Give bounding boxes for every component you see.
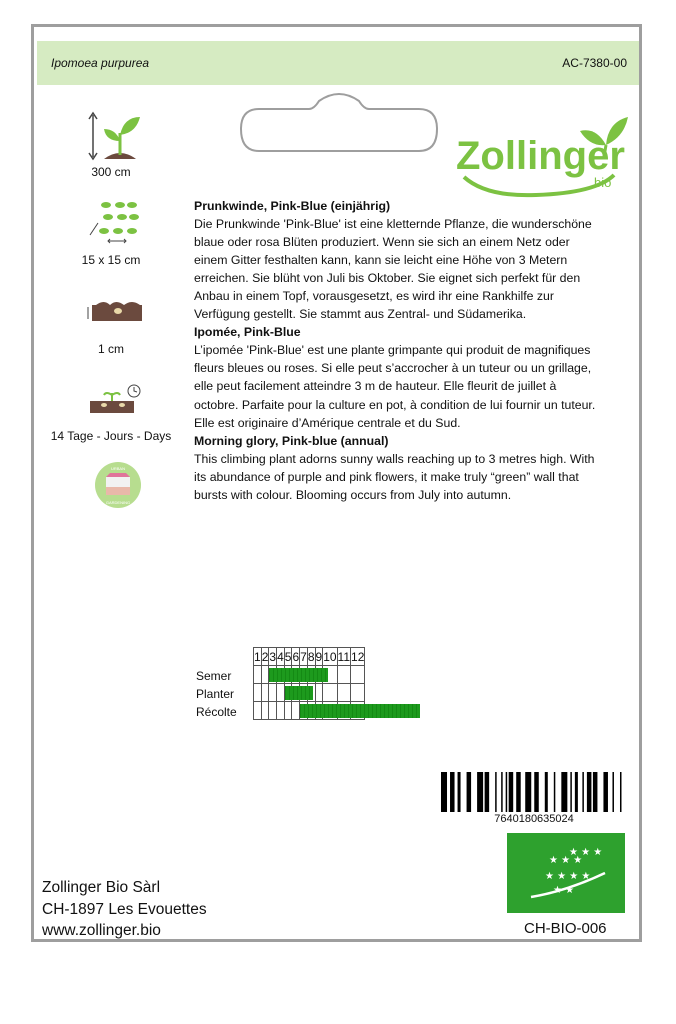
calendar-row-label-harvest: Récolte (196, 705, 237, 719)
barcode-bar (603, 772, 608, 812)
calendar-cell (261, 702, 269, 720)
calendar-cell (269, 702, 277, 720)
barcode-bar (467, 772, 472, 812)
de-title: Prunkwinde, Pink-Blue (einjährig) (194, 199, 391, 213)
barcode-bar (593, 772, 598, 812)
plant-height-icon (86, 111, 144, 161)
company-address (42, 877, 207, 942)
barcode-bar (495, 772, 497, 812)
calendar-cell (351, 666, 365, 684)
calendar-cell (254, 702, 262, 720)
height-label: 300 cm (91, 165, 131, 179)
barcode-bar (620, 772, 622, 812)
brand-name: Zollinger (456, 134, 625, 178)
calendar-row (254, 684, 365, 702)
badge-top-text: URBAN (110, 466, 126, 471)
barcode-bar (509, 772, 514, 812)
plant-spacing-icon (86, 199, 142, 245)
fr-text: L’ipomée 'Pink-Blue' est une plante grimpante qui produit de magnifiques fleurs bleues ou roses. Si elle peut s’accrocher à un tuteur ou un grillage, elle peut facilement atteindre 3 m de hauteur. Elle fleurit de juillet à octobre. Parfaite pour la culture en pot, à condition de lui fournir un tuteur. Elle est originaire d’Amérique centrale et du Sud. (194, 343, 596, 430)
barcode-bar (612, 772, 614, 812)
calendar-bar (269, 668, 328, 682)
clock-icon (128, 385, 140, 397)
badge-bottom-text: GARDENING (105, 500, 131, 505)
calendar-cell (323, 684, 337, 702)
calendar-cell (315, 684, 323, 702)
calendar-row (254, 702, 365, 720)
calendar-cell (277, 702, 285, 720)
month-header: 1 (254, 649, 261, 664)
barcode-bar (485, 772, 490, 812)
calendar-cell (277, 684, 285, 702)
company-name: Zollinger Bio Sàrl (42, 879, 161, 896)
svg-text:★ ★ ★: ★ ★ ★ (569, 847, 603, 858)
svg-text:★ ★ ★: ★ ★ ★ (549, 855, 583, 866)
barcode-bar (575, 772, 578, 812)
article-code: AC-7380-00 (562, 56, 627, 70)
month-header: 11 (337, 649, 351, 664)
barcode-bar (477, 772, 483, 812)
calendar-row-label-sow: Semer (196, 669, 232, 683)
fr-title: Ipomée, Pink-Blue (194, 325, 301, 340)
calendar-bar (285, 686, 314, 700)
company-city: CH-1897 Les Evouettes (42, 900, 207, 918)
calendar-cell (337, 684, 350, 702)
germination-icon (90, 393, 134, 413)
month-header: 9 (315, 649, 323, 664)
barcode-bar (501, 772, 503, 812)
header-band (37, 41, 639, 85)
barcode-bar (506, 772, 508, 812)
barcode-number: 7640180635024 (494, 813, 574, 825)
calendar-bar (300, 704, 420, 718)
barcode (441, 772, 623, 812)
calendar-cell (351, 684, 365, 702)
calendar-cell (300, 702, 308, 720)
de-text: Die Prunkwinde 'Pink-Blue' ist eine kletternde Pflanze, die wunderschöne blaue oder rosa Blüten produziert. Wenn sie sich an einem Netz oder einem Gitter festhalten kann, kann sie leicht eine Höhe von 3 Metern erreichen. Sie blüht von Juli bis Oktober. Sie eignet sich perfekt für den Anbau in einem Topf, vorausgesetzt, es wird ihr eine Rankhilfe zur Verfügung gestellt. Sie stammt aus Zentral- und Südamerika. (194, 217, 592, 322)
calendar-cell (284, 702, 292, 720)
month-header: 12 (351, 649, 365, 664)
barcode-bar (516, 772, 521, 812)
calendar-cell (254, 684, 262, 702)
seed-packet-card (31, 24, 642, 942)
month-header: 6 (292, 649, 300, 664)
hanger-hole-icon (239, 89, 439, 159)
barcode-bar (534, 772, 539, 812)
calendar-cell (269, 666, 277, 684)
description (194, 197, 604, 504)
sowing-depth-icon (86, 299, 142, 321)
calendar-grid (253, 647, 365, 720)
barcode-bar (458, 772, 461, 812)
month-header: 8 (307, 649, 315, 664)
barcode-bar (441, 772, 447, 812)
barcode-bar (554, 772, 556, 812)
company-website[interactable]: www.zollinger.bio (42, 922, 161, 939)
calendar-cell (292, 702, 300, 720)
urban-gardening-badge-icon (94, 461, 142, 509)
barcode-bar (570, 772, 572, 812)
eu-organic-leaf-icon (507, 833, 625, 913)
calendar-cell (261, 666, 269, 684)
calendar-cell (254, 666, 262, 684)
latin-name: Ipomoea purpurea (51, 56, 150, 70)
month-header: 2 (261, 649, 269, 664)
month-header: 3 (269, 649, 277, 664)
depth-label: 1 cm (97, 342, 124, 356)
certification-code: CH-BIO-006 (524, 920, 607, 937)
month-header: 7 (300, 649, 307, 664)
barcode-bar (545, 772, 548, 812)
germination-label: 14 Tage - Jours - Days (50, 429, 172, 443)
barcode-bar (450, 772, 455, 812)
barcode-bar (525, 772, 531, 812)
calendar-row (254, 666, 365, 684)
eu-organic-logo (507, 833, 625, 913)
barcode-bar (582, 772, 584, 812)
month-header: 5 (284, 649, 292, 664)
month-header: 4 (277, 649, 284, 664)
svg-text:★ ★: ★ ★ (553, 885, 575, 896)
en-text: This climbing plant adorns sunny walls reaching up to 3 metres high. With its abundance of purple and pink flowers, it make truly “green” wall that bursts with colour. Blooming occurs from July into autumn. (194, 451, 595, 502)
zollinger-logo (456, 97, 636, 207)
calendar-cell (261, 684, 269, 702)
month-header: 10 (323, 649, 337, 664)
barcode-bar (587, 772, 592, 812)
brand-suffix: bio (594, 175, 612, 190)
spacing-label: 15 x 15 cm (81, 253, 141, 267)
calendar-row-label-plant: Planter (196, 687, 235, 701)
svg-text:★ ★ ★ ★: ★ ★ ★ ★ (545, 871, 591, 882)
calendar-cell (337, 666, 350, 684)
en-title: Morning glory, Pink-blue (annual) (194, 433, 389, 448)
calendar-cell (269, 684, 277, 702)
calendar-cell (284, 684, 292, 702)
barcode-bar (561, 772, 567, 812)
